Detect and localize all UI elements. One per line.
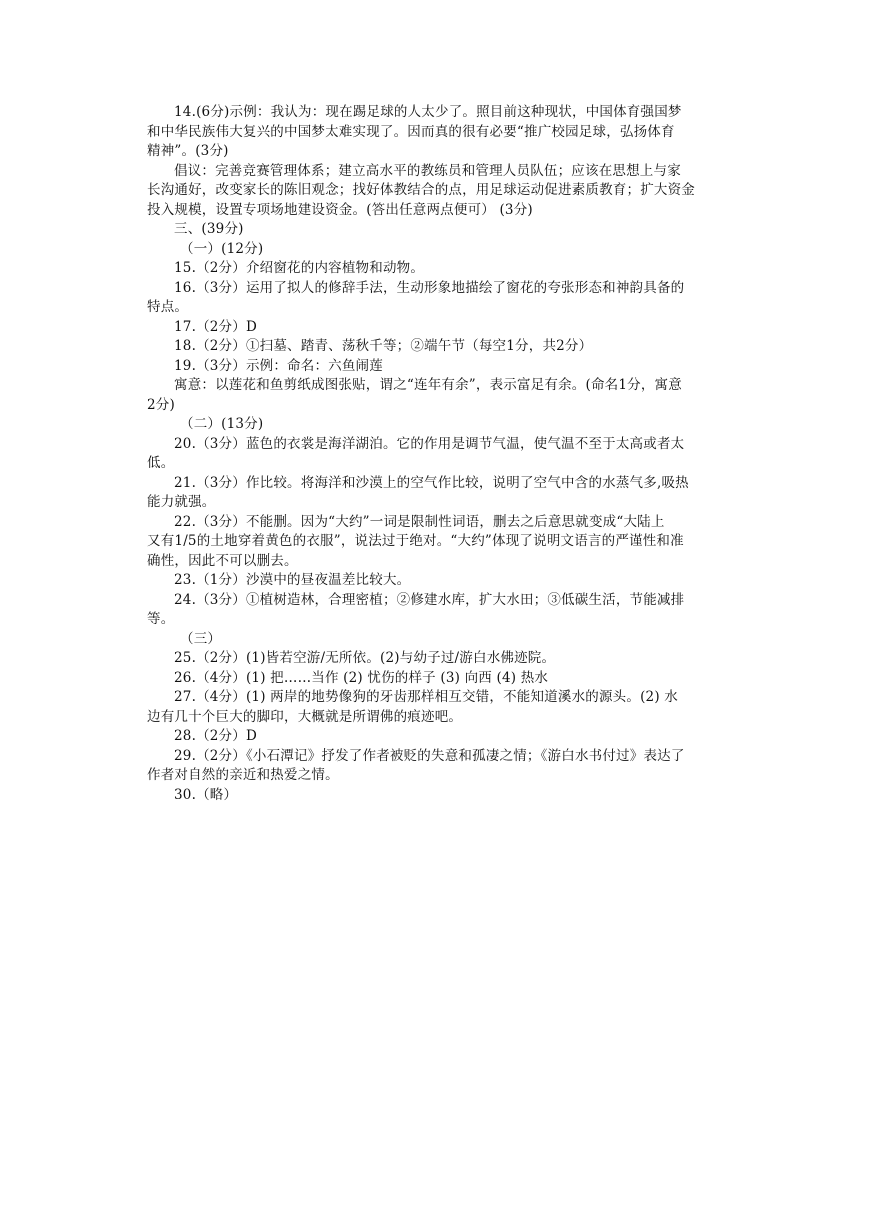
text-line: （三） <box>180 630 222 647</box>
text-line: 23.（1分）沙漠中的昼夜温差比较大。 <box>174 572 411 588</box>
text-line: 精神”。(3分) <box>147 143 229 159</box>
text-line: 25.（2分）(1)皆若空游/无所依。(2)与幼子过/游白水佛迹院。 <box>174 650 556 666</box>
text-line: （一）(12分) <box>180 240 264 257</box>
text-line: 15.（2分）介绍窗花的内容植物和动物。 <box>174 260 425 276</box>
text-line: 特点。 <box>147 299 189 315</box>
text-line: 20.（3分）蓝色的衣裳是海洋湖泊。它的作用是调节气温，使气温不至于太高或者太 <box>174 435 685 452</box>
text-line: 28.（2分）D <box>174 728 257 744</box>
text-line: 低。 <box>147 455 175 471</box>
text-line: 27.（4分）(1) 两岸的地势像狗的牙齿那样相互交错，不能知道溪水的源头。(2) 水 <box>174 689 678 705</box>
text-line: 18.（2分）①扫墓、踏青、荡秋千等；②端午节（每空1分，共2分） <box>174 338 593 354</box>
text-line: 作者对自然的亲近和热爱之情。 <box>147 767 339 783</box>
text-line: 22.（3分）不能删。因为“大约”一词是限制性词语，删去之后意思就变成“大陆上 <box>174 513 665 530</box>
text-line: 倡议：完善竞赛管理体系；建立高水平的教练员和管理人员队伍；应该在思想上与家 <box>174 162 681 179</box>
text-line: 30.（略） <box>174 786 238 803</box>
text-line: 又有1/5的土地穿着黄色的衣服”，说法过于绝对。“大约”体现了说明文语言的严谨性和准 <box>147 533 684 549</box>
text-line: 能力就强。 <box>147 494 216 510</box>
text-line: 26.（4分）(1) 把……当作 (2) 忧伤的样子 (3) 向西 (4) 热水 <box>174 669 549 686</box>
text-line: 17.（2分）D <box>174 318 257 335</box>
text-line: 三、(39分) <box>174 221 244 237</box>
text-line: 24.（3分）①植树造林，合理密植；②修建水库，扩大水田；③低碳生活，节能减排 <box>174 591 685 608</box>
text-line: 确性，因此不可以删去。 <box>147 552 298 569</box>
text-line: 21.（3分）作比较。将海洋和沙漠上的空气作比较，说明了空气中含的水蒸气多,吸热 <box>174 474 689 491</box>
text-line: 19.（3分）示例：命名：六鱼闹莲 <box>174 357 383 374</box>
text-line: 等。 <box>147 611 175 627</box>
text-line: 29.（2分）《小石潭记》抒发了作者被贬的失意和孤凄之情；《游白水书付过》表达了 <box>174 747 685 764</box>
text-line: 16.（3分）运用了拟人的修辞手法，生动形象地描绘了窗花的夸张形态和神韵具备的 <box>174 279 685 296</box>
text-line: （二）(13分) <box>180 416 264 432</box>
text-line: 寓意：以莲花和鱼剪纸成图张贴，谓之“连年有余”，表示富足有余。(命名1分，寓意 <box>174 377 682 393</box>
text-line: 投入规模，设置专项场地建设资金。(答出任意两点便可） (3分) <box>147 201 533 218</box>
text-line: 14.(6分)示例：我认为：现在踢足球的人太少了。照目前这种现状，中国体育强国梦 <box>174 104 682 120</box>
text-line: 2分) <box>147 396 175 413</box>
text-line: 和中华民族伟大复兴的中国梦太难实现了。因而真的很有必要“推广校园足球，弘扬体育 <box>147 123 675 140</box>
answer-key-text <box>147 103 739 805</box>
text-line: 长沟通好，改变家长的陈旧观念；找好体教结合的点，用足球运动促进素质教育；扩大资金 <box>147 182 695 198</box>
text-line: 边有几十个巨大的脚印，大概就是所谓佛的痕迹吧。 <box>147 708 463 725</box>
